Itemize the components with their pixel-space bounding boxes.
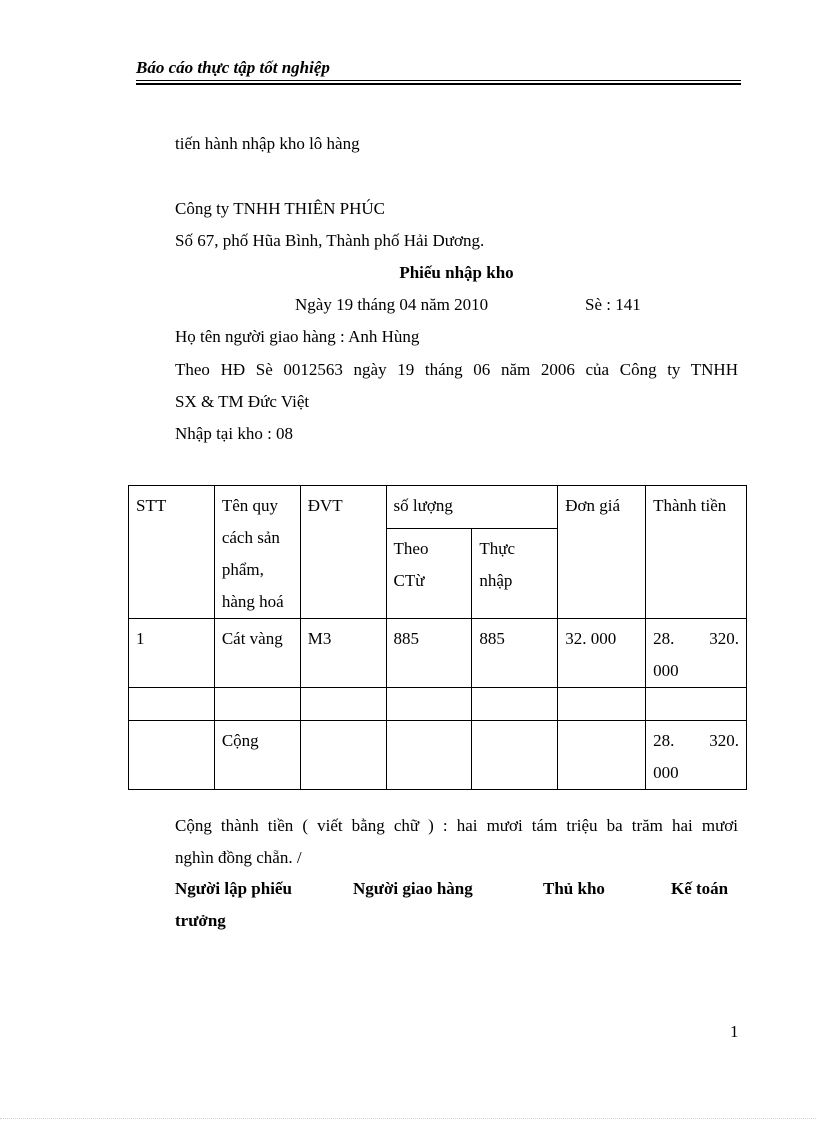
cell-price: 32. 000	[558, 619, 646, 688]
header-qty-actual: Thực nhập	[472, 528, 558, 618]
total-label: Cộng	[214, 721, 300, 790]
header-price: Đơn giá	[558, 486, 646, 619]
deliverer-line: Họ tên người giao hàng : Anh Hùng	[175, 327, 420, 346]
number-line: Sè : 141	[585, 295, 641, 314]
date-line: Ngày 19 tháng 04 năm 2010	[295, 295, 489, 314]
signature-preparer: Người lập phiếu	[175, 879, 292, 898]
total-amount: 28. 320. 000	[646, 721, 747, 790]
amount-in-words-line-2: nghìn đồng chẵn. /	[175, 848, 302, 867]
cell-amount: 28. 320. 000	[646, 619, 747, 688]
cell-name: Cát vàng	[214, 619, 300, 688]
receipt-table	[128, 485, 747, 790]
warehouse-line: Nhập tại kho : 08	[175, 424, 294, 443]
cell-qty-actual: 885	[472, 619, 558, 688]
signature-chief-accountant: Kế toán	[671, 879, 729, 898]
header-title: Báo cáo thực tập tốt nghiệp	[136, 58, 330, 77]
table-row-empty	[129, 688, 747, 721]
signature-deliverer: Người giao hàng	[353, 879, 473, 898]
header-name: Tên quy cách sản phẩm, hàng hoá	[214, 486, 300, 619]
header-rule-thin	[136, 80, 741, 81]
cell-stt: 1	[129, 619, 215, 688]
header-rule-thick	[136, 83, 741, 85]
contract-line-1: Theo HĐ Sè 0012563 ngày 19 tháng 06 năm 2006 của Công ty TNHH	[175, 360, 738, 379]
table-row	[129, 619, 747, 688]
signature-chief-accountant-cont: trưởng	[175, 911, 226, 930]
signature-storekeeper: Thủ kho	[543, 879, 605, 898]
page-number: 1	[730, 1022, 739, 1041]
intro-text: tiến hành nhập kho lô hàng	[175, 134, 360, 153]
company-address: Số 67, phố Hũa Bình, Thành phố Hải Dương.	[175, 231, 485, 250]
header-stt: STT	[129, 486, 215, 619]
contract-line-2: SX & TM Đức Việt	[175, 392, 310, 411]
header-amount: Thành tiền	[646, 486, 747, 619]
header-qty: số lượng	[386, 486, 558, 529]
cell-qty-doc: 885	[386, 619, 472, 688]
table-row-total	[129, 721, 747, 790]
company-name: Công ty TNHH THIÊN PHÚC	[175, 199, 385, 218]
page-header	[136, 58, 741, 78]
header-unit: ĐVT	[300, 486, 386, 619]
page-bottom-border	[0, 1118, 816, 1119]
cell-unit: M3	[300, 619, 386, 688]
doc-title: Phiếu nhập kho	[399, 263, 514, 282]
header-qty-doc: Theo CTừ	[386, 528, 472, 618]
amount-in-words-line-1: Cộng thành tiền ( viết bằng chữ ) : hai mươi tám triệu ba trăm hai mươi	[175, 816, 738, 835]
